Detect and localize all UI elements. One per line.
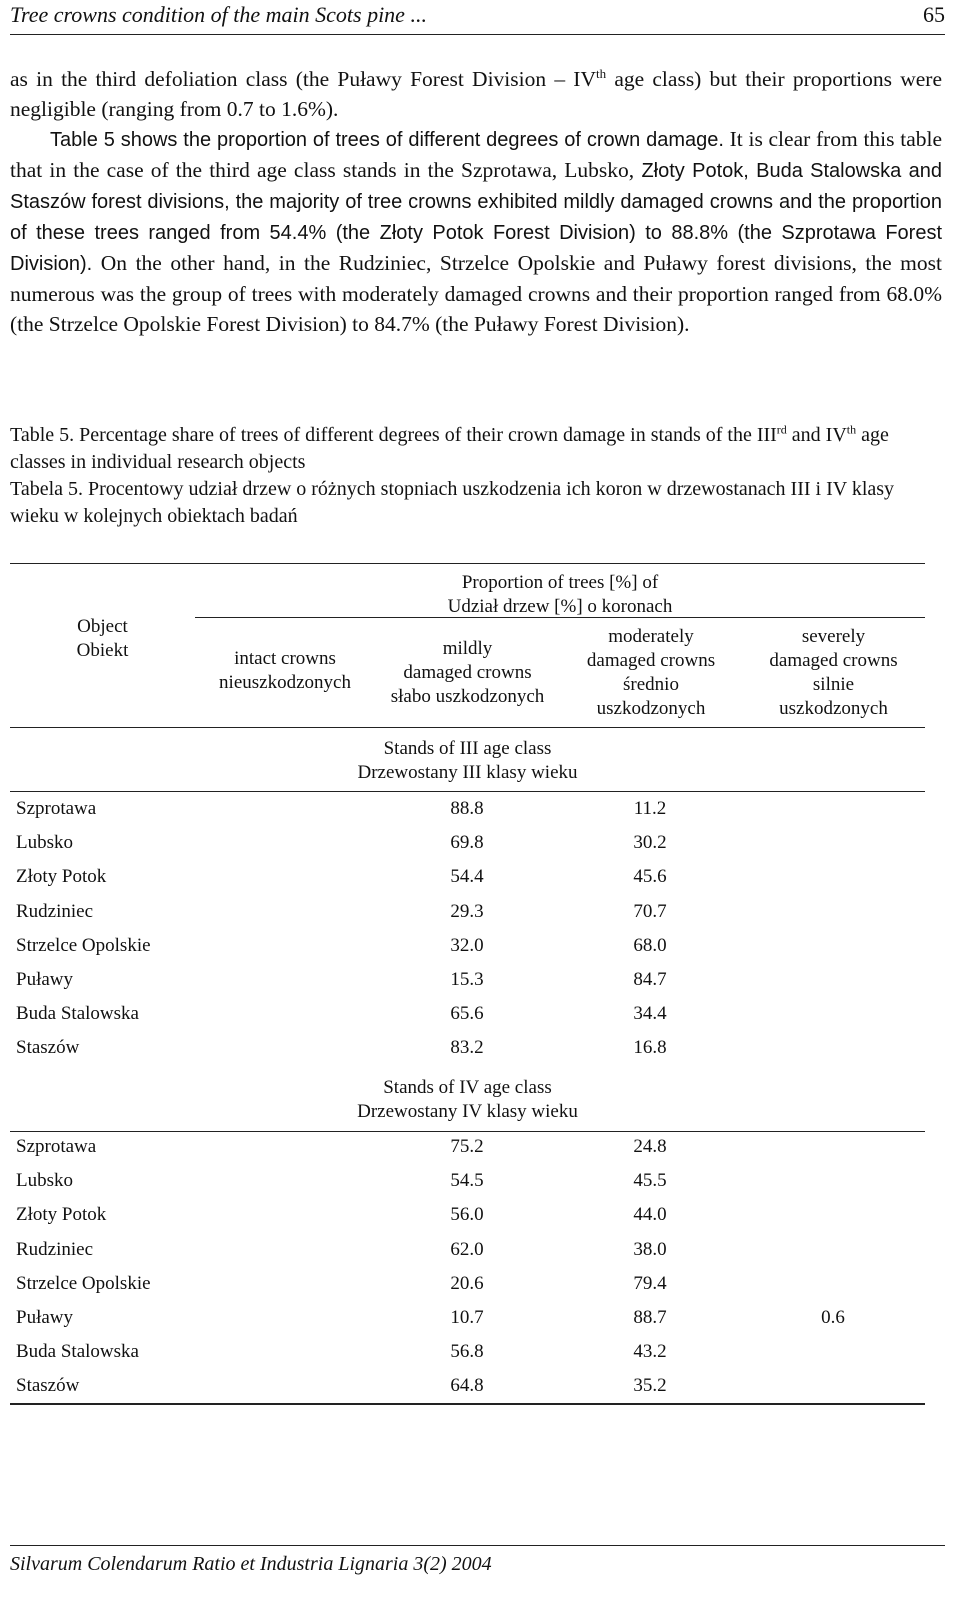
row-label: Strzelce Opolskie bbox=[16, 1272, 151, 1294]
section-3-rule bbox=[10, 791, 925, 792]
caption-english bbox=[10, 422, 942, 476]
body-text bbox=[10, 64, 942, 339]
cell-mild: 65.6 bbox=[450, 1003, 484, 1025]
cell-mild: 88.8 bbox=[450, 798, 484, 819]
footer-divider bbox=[10, 1545, 945, 1546]
paragraph-2 bbox=[10, 124, 942, 339]
row-label: Lubsko bbox=[16, 1170, 73, 1192]
cell-moderate: 34.4 bbox=[633, 1003, 667, 1025]
section-4-title-pl: Drzewostany IV klasy wieku bbox=[357, 1101, 578, 1122]
section-3-title bbox=[195, 737, 740, 785]
column-mild-line2: damaged crowns bbox=[403, 662, 532, 683]
paragraph-2-text-b: It is clear from this table that in the case of the third age class stands in the Szprotawa, Lubsko, bbox=[10, 127, 943, 182]
caption-en-c: age classes in individual research objects bbox=[10, 424, 889, 473]
caption-en-b: and IV bbox=[786, 424, 847, 446]
table-caption bbox=[10, 422, 942, 530]
table-bottom-rule bbox=[10, 1403, 925, 1405]
paragraph-2-text-a: Table 5 shows the proportion of trees of different degrees of crown damage. bbox=[50, 129, 724, 151]
column-intact bbox=[195, 647, 375, 695]
section-4-title bbox=[195, 1076, 740, 1124]
header-bottom-rule bbox=[10, 727, 925, 728]
column-intact-en: intact crowns bbox=[234, 648, 336, 669]
cell-mild: 56.8 bbox=[450, 1341, 484, 1363]
row-label: Szprotawa bbox=[16, 1136, 97, 1157]
object-header-pl: Obiekt bbox=[76, 640, 129, 661]
cell-mild: 62.0 bbox=[450, 1238, 484, 1260]
row-label: Puławy bbox=[16, 969, 73, 990]
table-top-rule bbox=[10, 563, 925, 564]
paragraph-1-text-b: age class) but their proportions were negligible (ranging from 0.7 to 1.6%). bbox=[10, 67, 942, 121]
cell-mild: 75.2 bbox=[450, 1136, 484, 1157]
caption-polish: Tabela 5. Procentowy udział drzew o różnych stopniach uszkodzenia ich koron w drzewostanach III i IV klasy wieku w kolejnych obiektach badań bbox=[10, 478, 895, 527]
cell-moderate: 45.5 bbox=[633, 1170, 667, 1192]
cell-mild: 56.0 bbox=[450, 1204, 484, 1226]
group-header-en: Proportion of trees [%] of bbox=[461, 572, 659, 593]
row-label: Staszów bbox=[16, 1375, 80, 1397]
object-header-en: Object bbox=[77, 616, 128, 637]
header-divider bbox=[10, 34, 945, 35]
caption-en-a: Table 5. Percentage share of trees of different degrees of their crown damage in stands of the III bbox=[10, 424, 777, 446]
group-header-rule bbox=[195, 617, 925, 618]
column-intact-pl: nieuszkodzonych bbox=[219, 672, 351, 693]
column-moderate-line3: średnio bbox=[623, 674, 679, 695]
column-moderate bbox=[560, 625, 742, 721]
row-label: Złoty Potok bbox=[16, 866, 107, 888]
column-moderate-line1: moderately bbox=[608, 626, 694, 647]
section-3-title-pl: Drzewostany III klasy wieku bbox=[357, 762, 578, 783]
page-number: 65 bbox=[923, 2, 945, 27]
row-label: Złoty Potok bbox=[16, 1204, 107, 1226]
section-3-title-en: Stands of III age class bbox=[383, 738, 552, 759]
caption-sup-rd: rd bbox=[776, 422, 787, 437]
paragraph-1 bbox=[10, 64, 942, 124]
cell-moderate: 68.0 bbox=[633, 934, 667, 956]
group-header bbox=[195, 571, 925, 619]
cell-moderate: 30.2 bbox=[633, 832, 667, 854]
cell-mild: 54.5 bbox=[450, 1170, 484, 1192]
cell-moderate: 11.2 bbox=[633, 798, 667, 819]
caption-sup-th: th bbox=[846, 422, 857, 437]
cell-moderate: 70.7 bbox=[633, 900, 667, 922]
cell-mild: 83.2 bbox=[450, 1037, 484, 1059]
page-header bbox=[10, 0, 945, 36]
cell-moderate: 44.0 bbox=[633, 1204, 667, 1226]
row-label: Rudziniec bbox=[16, 900, 94, 922]
cell-mild: 10.7 bbox=[450, 1307, 484, 1328]
cell-moderate: 84.7 bbox=[633, 969, 667, 990]
cell-mild: 20.6 bbox=[450, 1272, 484, 1294]
column-severe-line1: severely bbox=[801, 626, 866, 647]
cell-mild: 32.0 bbox=[450, 934, 484, 956]
paragraph-1-superscript: th bbox=[596, 65, 607, 81]
row-label: Szprotawa bbox=[16, 798, 97, 819]
row-label: Rudziniec bbox=[16, 1238, 94, 1260]
cell-mild: 69.8 bbox=[450, 832, 484, 854]
running-title: Tree crowns condition of the main Scots pine ... bbox=[10, 2, 427, 27]
cell-moderate: 79.4 bbox=[633, 1272, 667, 1294]
footer-journal: Silvarum Colendarum Ratio et Industria Lignaria 3(2) 2004 bbox=[10, 1553, 492, 1575]
column-moderate-line2: damaged crowns bbox=[586, 650, 716, 671]
row-label: Buda Stalowska bbox=[16, 1003, 139, 1025]
cell-mild: 15.3 bbox=[450, 969, 484, 990]
column-severe-line2: damaged crowns bbox=[769, 650, 898, 671]
row-label: Staszów bbox=[16, 1037, 80, 1059]
cell-moderate: 45.6 bbox=[633, 866, 667, 888]
row-label: Lubsko bbox=[16, 832, 73, 854]
row-label: Puławy bbox=[16, 1307, 73, 1328]
cell-severe: 0.6 bbox=[821, 1307, 845, 1328]
paragraph-1-text-a: as in the third defoliation class (the Puławy Forest Division – IV bbox=[10, 67, 596, 91]
column-mild-line3: słabo uszkodzonych bbox=[390, 686, 545, 707]
column-severe bbox=[742, 625, 925, 721]
group-header-pl: Udział drzew [%] o koronach bbox=[447, 596, 673, 617]
column-moderate-line4: uszkodzonych bbox=[596, 698, 706, 719]
cell-mild: 54.4 bbox=[450, 866, 484, 888]
object-header bbox=[10, 615, 195, 663]
cell-moderate: 43.2 bbox=[633, 1341, 667, 1363]
cell-moderate: 16.8 bbox=[633, 1037, 667, 1059]
cell-moderate: 88.7 bbox=[633, 1307, 667, 1328]
cell-mild: 29.3 bbox=[450, 900, 484, 922]
paragraph-2-text-c: Złoty Potok, Buda Stalowska and Staszów forest divisions, the majority of tree crowns exhibited mildly damaged crowns and the proportion of these trees ranged from 54.4% (the Złoty Potok Forest Division) to 88.8% (the Szprotawa Forest Division). bbox=[10, 160, 942, 275]
cell-mild: 64.8 bbox=[450, 1375, 484, 1397]
section-4-rule bbox=[10, 1131, 925, 1132]
column-severe-line4: uszkodzonych bbox=[779, 698, 888, 719]
row-label: Buda Stalowska bbox=[16, 1341, 139, 1363]
cell-moderate: 38.0 bbox=[633, 1238, 667, 1260]
section-4-title-en: Stands of IV age class bbox=[383, 1077, 552, 1098]
column-mild-line1: mildly bbox=[442, 638, 493, 659]
paragraph-2-text-d: On the other hand, in the Rudziniec, Strzelce Opolskie and Puławy forest divisions, the most numerous was the group of trees with moderately damaged crowns and their proportion ranged from 68.0% (the Strzelce Opolskie Forest Division) to 84.7% (the Puławy Forest Division). bbox=[10, 251, 942, 336]
cell-moderate: 35.2 bbox=[633, 1375, 667, 1397]
column-mild bbox=[375, 637, 560, 709]
cell-moderate: 24.8 bbox=[633, 1136, 667, 1157]
column-severe-line3: silnie bbox=[812, 674, 855, 695]
row-label: Strzelce Opolskie bbox=[16, 934, 151, 956]
